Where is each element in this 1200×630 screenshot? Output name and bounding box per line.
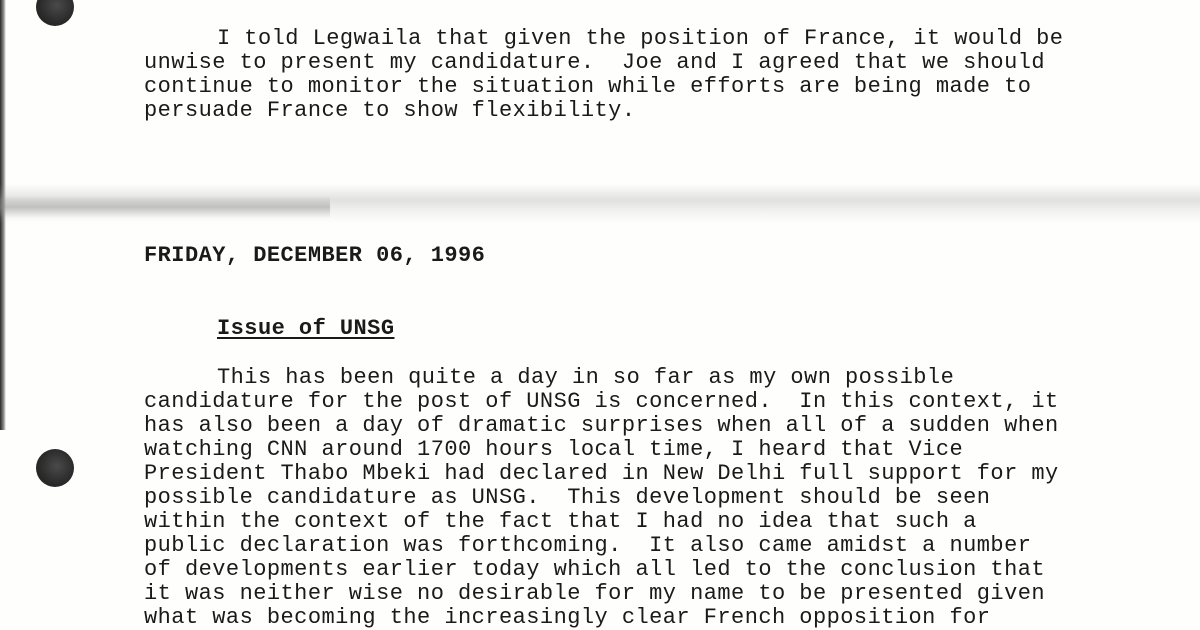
para2-line: within the context of the fact that I had no idea that such a	[144, 509, 977, 534]
para1-line: unwise to present my candidature. Joe and I agreed that we should	[144, 50, 1046, 75]
para2-line: public declaration was forthcoming. It also came amidst a number	[144, 533, 1032, 558]
para2-line: has also been a day of dramatic surprises when all of a sudden when	[144, 413, 1059, 438]
para2-line: watching CNN around 1700 hours local time, I heard that Vice	[144, 437, 964, 462]
para2-line: possible candidature as UNSG. This development should be seen	[144, 485, 991, 510]
para2-line: candidature for the post of UNSG is concerned. In this context, it	[144, 389, 1059, 414]
fold-shadow-left	[0, 196, 330, 218]
para2-line: what was becoming the increasingly clear French opposition for	[144, 605, 991, 630]
para1-line: continue to monitor the situation while efforts are being made to	[144, 74, 1032, 99]
para1-line: persuade France to show flexibility.	[144, 98, 636, 123]
para2-line: it was neither wise no desirable for my name to be presented given	[144, 581, 1046, 606]
punch-hole-top	[36, 0, 74, 26]
section-heading: Issue of UNSG	[217, 316, 395, 341]
punch-hole-bottom	[36, 449, 74, 487]
para2-line: President Thabo Mbeki had declared in New Delhi full support for my	[144, 461, 1059, 486]
para2-line: This has been quite a day in so far as my own possible	[217, 365, 955, 390]
date-heading: FRIDAY, DECEMBER 06, 1996	[144, 243, 486, 268]
para2-line: of developments earlier today which all led to the conclusion that	[144, 557, 1046, 582]
para1-line: I told Legwaila that given the position of France, it would be	[217, 26, 1064, 51]
